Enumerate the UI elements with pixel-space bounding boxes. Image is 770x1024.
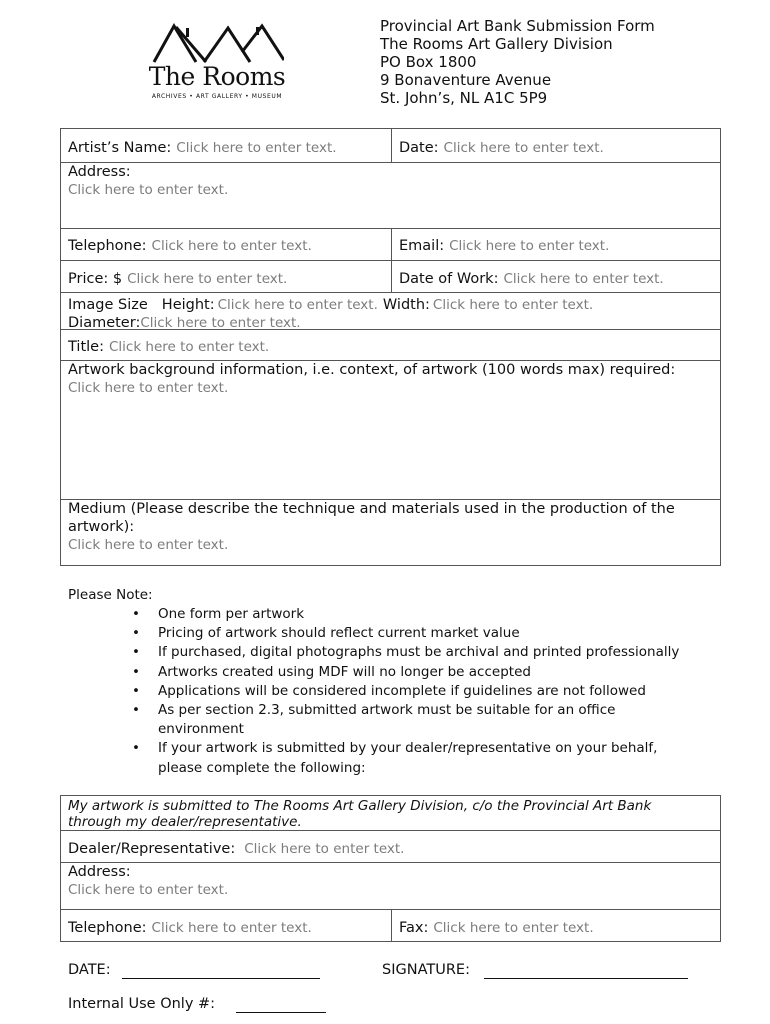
guidelines-list [132,605,718,778]
date-sign-line[interactable] [122,978,320,979]
date-of-work-label: Date of Work: [399,271,499,287]
date-of-work-placeholder[interactable]: Click here to enter text. [503,271,664,287]
width-label: Width: [382,297,430,313]
title-placeholder[interactable]: Click here to enter text. [108,339,270,355]
bullet-icon: • [132,606,140,622]
dealer-telephone-fax-row [61,909,720,941]
height-label: Height: [161,297,215,313]
date-of-work-field[interactable] [391,261,720,292]
width-placeholder[interactable]: Click here to enter text. [432,297,594,313]
form-title: Provincial Art Bank Submission Form [380,17,655,35]
dealer-label: Dealer/Representative: [68,841,236,857]
guideline-item: • If your artwork is submitted by your dealer/representative on your behalf, please complete the following: [132,740,658,776]
telephone-field[interactable] [61,229,391,260]
form-header [380,17,655,107]
dealer-address-field[interactable] [61,863,720,909]
title-field[interactable] [61,330,720,360]
date-field[interactable] [391,129,720,162]
po-box: PO Box 1800 [380,53,477,71]
artist-name-placeholder[interactable]: Click here to enter text. [176,140,337,156]
email-label: Email: [399,238,445,254]
medium-placeholder[interactable]: Click here to enter text. [68,537,229,553]
dealer-fax-placeholder[interactable]: Click here to enter text. [433,920,594,936]
artist-name-row [61,129,720,162]
date-placeholder[interactable]: Click here to enter text. [443,140,604,156]
title-label: Title: [68,339,104,355]
image-size-field[interactable] [61,293,720,329]
dealer-telephone-placeholder[interactable]: Click here to enter text. [151,920,312,936]
height-placeholder[interactable]: Click here to enter text. [217,297,378,313]
date-label: Date: [399,140,439,156]
guideline-item: • Artworks created using MDF will no longer be accepted [132,663,718,682]
internal-use-label: Internal Use Only #: [68,996,216,1012]
telephone-label: Telephone: [68,238,147,254]
medium-field[interactable] [61,500,720,565]
dealer-placeholder[interactable]: Click here to enter text. [244,841,405,857]
artist-name-field[interactable] [61,129,391,162]
dealer-statement-row [61,796,720,830]
dealer-name-row [61,830,720,862]
bullet-icon: • [132,663,140,680]
date-sign-label: DATE: [68,962,111,978]
dealer-address-placeholder[interactable]: Click here to enter text. [68,882,229,898]
artist-name-label: Artist’s Name: [68,140,172,156]
address-placeholder[interactable]: Click here to enter text. [68,182,229,198]
bullet-icon: • [132,644,140,661]
address-label: Address: [68,164,131,180]
signature-label: SIGNATURE: [382,962,470,978]
telephone-placeholder[interactable]: Click here to enter text. [151,238,312,254]
dealer-telephone-field[interactable] [61,910,391,941]
background-label: Artwork background information, i.e. context, of artwork (100 words max) required: [68,362,676,378]
dealer-name-field[interactable] [61,831,720,862]
email-field[interactable] [391,229,720,260]
background-field[interactable] [61,361,720,499]
rooftops-logo-icon [150,22,284,64]
gallery-division: The Rooms Art Gallery Division [380,35,613,53]
title-row [61,329,720,360]
address-field[interactable] [61,163,720,228]
price-date-row [61,260,720,292]
the-rooms-logo [148,22,286,104]
dealer-statement-line-1: My artwork is submitted to The Rooms Art Gallery Division, c/o the Provincial Art Bank [68,798,652,814]
guideline-item: • Applications will be considered incomplete if guidelines are not followed [132,682,718,701]
telephone-email-row [61,228,720,260]
dealer-address-row [61,862,720,909]
logo-wordmark: The Rooms [148,62,286,91]
address-row [61,162,720,228]
diameter-label: Diameter: [68,315,141,331]
medium-label-line-2: artwork): [68,519,135,535]
guideline-item: • As per section 2.3, submitted artwork must be suitable for an office environment [132,702,616,738]
internal-use-line[interactable] [236,1012,326,1013]
bullet-icon: • [132,740,140,757]
artist-form-table [60,128,721,566]
image-size-label: Image Size [68,297,148,313]
dealer-form-table [60,795,721,942]
background-placeholder[interactable]: Click here to enter text. [68,380,229,396]
bullet-icon: • [132,702,140,719]
dealer-statement-line-2: through my dealer/representative. [68,814,302,830]
guideline-item: • Pricing of artwork should reflect current market value [132,624,718,643]
dealer-statement [61,796,720,830]
guideline-item: • If purchased, digital photographs must be archival and printed professionally [132,643,718,662]
price-placeholder[interactable]: Click here to enter text. [127,271,288,287]
price-label: Price: $ [68,271,123,287]
dealer-telephone-label: Telephone: [68,920,147,936]
bullet-icon: • [132,682,140,699]
street-address: 9 Bonaventure Avenue [380,71,552,89]
diameter-placeholder[interactable]: Click here to enter text. [140,315,301,331]
city-postal: St. John’s, NL A1C 5P9 [380,89,548,107]
dealer-address-label: Address: [68,864,131,880]
dealer-fax-label: Fax: [399,920,429,936]
guideline-item: • One form per artwork [132,605,718,624]
price-field[interactable] [61,261,391,292]
medium-label-line-1: Medium (Please describe the technique and materials used in the production of the [68,501,675,517]
image-size-row [61,292,720,329]
background-row [61,360,720,499]
medium-row [61,499,720,565]
please-note-heading: Please Note: [68,587,153,603]
signature-line[interactable] [484,978,688,979]
dealer-fax-field[interactable] [391,910,720,941]
logo-subtitle: ARCHIVES • ART GALLERY • MUSEUM [151,93,283,100]
email-placeholder[interactable]: Click here to enter text. [449,238,610,254]
bullet-icon: • [132,625,140,642]
